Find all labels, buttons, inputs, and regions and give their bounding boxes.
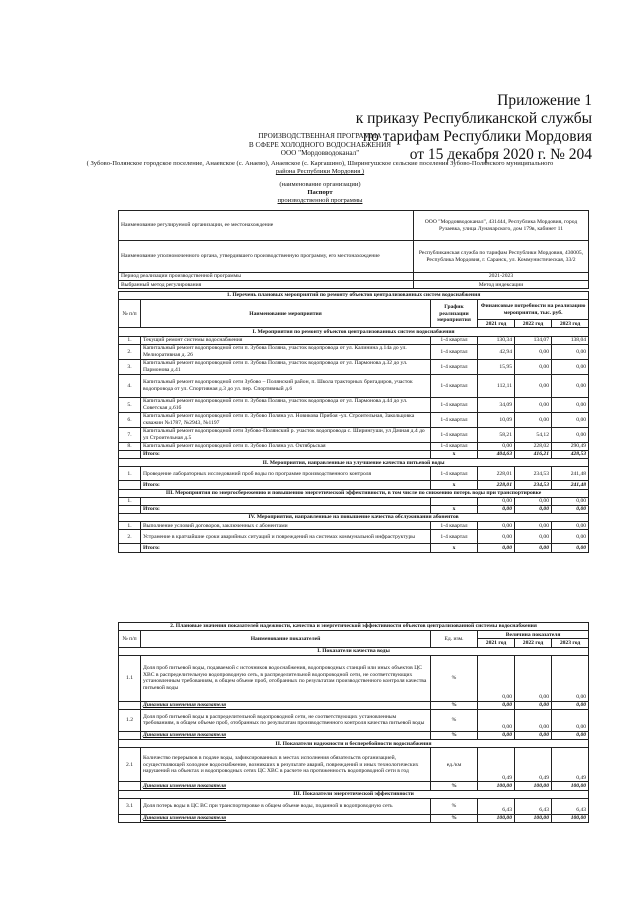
total-value: 416,21 <box>515 450 552 458</box>
cell-schedule <box>431 497 478 505</box>
col-num: № п/п <box>119 631 141 647</box>
section1-header-row <box>119 300 589 320</box>
cell-name: Капитальный ремонт водопроводной сети п. Зубово Поляна ул. Октябрьская <box>141 442 431 450</box>
dynamics-unit: % <box>431 782 478 790</box>
cell-value: 0,00 <box>515 655 552 701</box>
cell-num: 2.1 <box>119 748 141 782</box>
col-unit: Ед. изм. <box>431 631 478 647</box>
cell-value: 241,48 <box>552 467 589 481</box>
dynamics-unit: % <box>431 814 478 822</box>
dynamics-row <box>119 731 589 739</box>
cell-num: 8. <box>119 442 141 450</box>
appendix-line3: по тарифам Республики Мордовия <box>362 128 592 145</box>
col-year-2021: 2021 год <box>478 639 515 647</box>
cell-name: Доля потерь воды в ЦС ВС при транспортировке в общем объеме воды, поданной в водопроводную сеть <box>141 798 431 814</box>
passport-label: Выбранный метод регулирования <box>119 281 414 289</box>
dynamics-unit: % <box>431 731 478 739</box>
table-row <box>119 442 589 450</box>
cell-unit: ед./км <box>431 748 478 782</box>
cell-value: 0,00 <box>515 397 552 412</box>
dynamics-value: 100,00 <box>478 814 515 822</box>
group-title: IV. Мероприятия, направленные на повышение качества обслуживания абонентов <box>119 514 589 522</box>
total-value: 428,53 <box>552 450 589 458</box>
cell-name: Капитальный ремонт водопроводной сети п. Зубово Поляна ул. Новикова Прибоя -ул. Строительная, Закольцовка скважин №1787, №2943, №1197 <box>141 412 431 427</box>
dynamics-value: 100,00 <box>552 814 589 822</box>
cell-num: 1. <box>119 497 141 505</box>
cell-value: 0,00 <box>515 412 552 427</box>
cell-value: 138,04 <box>552 336 589 344</box>
total-row <box>119 544 589 552</box>
passport-heading <box>0 181 640 205</box>
cell-value: 0,00 <box>552 344 589 359</box>
table-row <box>119 467 589 481</box>
passport-title: Паспорт <box>307 189 333 196</box>
group-row <box>119 647 589 655</box>
group-row <box>119 514 589 522</box>
org-caption: (наименование организации) <box>279 181 361 188</box>
cell-name: Проведение лабораторных исследований проб воды по программе производственного контроля <box>141 467 431 481</box>
dynamics-label: Динамика изменения показателя <box>141 731 431 739</box>
group-row <box>119 740 589 748</box>
table-row <box>119 655 589 701</box>
dynamics-row <box>119 814 589 822</box>
section1-title: 1. Перечень плановых мероприятий по ремонту объектов централизованных систем водоснабжения <box>119 292 589 300</box>
group-row <box>119 489 589 497</box>
passport-label: Наименование регулируемой организации, ее местонахождение <box>119 211 414 241</box>
table-row <box>119 374 589 397</box>
cell-value: 58,21 <box>478 427 515 442</box>
cell-num: 7. <box>119 427 141 442</box>
cell-value: 0,49 <box>478 748 515 782</box>
cell-schedule: 1-4 квартал <box>431 412 478 427</box>
group-row <box>119 328 589 336</box>
group-title: II. Мероприятия, направленные на улучшение качества питьевой воды <box>119 459 589 467</box>
cell-value: 134,07 <box>515 336 552 344</box>
cell-name: Текущий ремонт системы водоснабжения <box>141 336 431 344</box>
dynamics-row <box>119 701 589 709</box>
cell-schedule: 1-4 квартал <box>431 344 478 359</box>
total-schedule: x <box>431 505 478 513</box>
cell-unit: % <box>431 655 478 701</box>
table-row <box>119 709 589 731</box>
cell-value: 6,43 <box>478 798 515 814</box>
total-label: Итого: <box>141 544 431 552</box>
cell-value: 0,00 <box>478 709 515 731</box>
cell-schedule: 1-4 квартал <box>431 427 478 442</box>
col-value: Величина показателя <box>478 631 589 639</box>
cell-value: 112,11 <box>478 374 515 397</box>
cell-schedule: 1-4 квартал <box>431 336 478 344</box>
col-year-2021: 2021 год <box>478 320 515 328</box>
cell-value: 0,00 <box>552 530 589 544</box>
table-row <box>119 522 589 530</box>
cell-value: 0,00 <box>552 374 589 397</box>
total-value: 234,53 <box>515 481 552 489</box>
dynamics-label: Динамика изменения показателя <box>141 814 431 822</box>
cell-name: Капитальный ремонт водопроводной сети п. Зубова Поляна, участок водопровода от ул. Калинина д.14а до ул. Мелиоративная д. 26 <box>141 344 431 359</box>
col-name: Наименование мероприятия <box>141 300 431 328</box>
dynamics-value: 0,00 <box>478 731 515 739</box>
cell-unit: % <box>431 798 478 814</box>
dynamics-value: 100,00 <box>515 782 552 790</box>
passport-table <box>118 210 589 289</box>
total-value: 404,63 <box>478 450 515 458</box>
total-schedule: x <box>431 450 478 458</box>
cell-num: 1. <box>119 336 141 344</box>
cell-value: 0,00 <box>515 709 552 731</box>
total-value: 0,00 <box>478 544 515 552</box>
passport-value: Метод индексации <box>414 281 589 289</box>
section1-title-row <box>119 292 589 300</box>
cell-name: Выполнение условий договоров, заключенных с абонентами <box>141 522 431 530</box>
cell-value: 42,94 <box>478 344 515 359</box>
cell-value: 130,34 <box>478 336 515 344</box>
passport-value: ООО "Мордовводоканал", 431444, Республика Мордовия, город Рузаевка, улица Луначарского, дом 179в, кабинет 11 <box>414 211 589 241</box>
cell-unit: % <box>431 709 478 731</box>
cell-name <box>141 497 431 505</box>
cell-name: Количество перерывов в подаче воды, зафиксированных в местах исполнения обязательств организацией, осуществляющей холодное водоснабжение, возникших в результате аварий, повреждений и иных технологических нарушений на объектах и водопроводных сетях ЦС ХВС в расчете на протяженность водопроводной сети в год <box>141 748 431 782</box>
cell-schedule: 1-4 квартал <box>431 530 478 544</box>
appendix-line1: Приложение 1 <box>497 92 592 109</box>
cell-value: 0,49 <box>515 748 552 782</box>
total-value: 0,00 <box>515 544 552 552</box>
col-name: Наименование показателей <box>141 631 431 647</box>
cell-schedule: 1-4 квартал <box>431 374 478 397</box>
dynamics-unit: % <box>431 701 478 709</box>
cell-value: 0,00 <box>515 359 552 374</box>
cell-num: 1. <box>119 522 141 530</box>
appendix-line4: от 15 декабря 2020 г. № 204 <box>409 146 592 163</box>
cell-num: 1.1 <box>119 655 141 701</box>
group-title: I. Мероприятия по ремонту объектов централизованных систем водоснабжения <box>119 328 589 336</box>
cell-value: 0,00 <box>552 709 589 731</box>
section2-header-row <box>119 631 589 639</box>
passport-row <box>119 281 589 289</box>
cell-schedule: 1-4 квартал <box>431 442 478 450</box>
cell-value: 0,00 <box>515 522 552 530</box>
table-row <box>119 412 589 427</box>
section2-table <box>118 622 589 823</box>
cell-value: 0,00 <box>515 530 552 544</box>
col-finance: Финансовые потребности на реализацию мероприятия, тыс. руб. <box>478 300 589 320</box>
passport-label: Наименование уполномоченного органа, утвердившего производственную программу, его местонахождение <box>119 241 414 273</box>
cell-value: 6,43 <box>515 798 552 814</box>
cell-num: 6. <box>119 412 141 427</box>
table-row <box>119 397 589 412</box>
scope-line2: района Республики Мордовия ) <box>275 168 365 175</box>
col-year-2023: 2023 год <box>552 320 589 328</box>
passport-row <box>119 241 589 273</box>
cell-value: 0,00 <box>552 522 589 530</box>
total-label: Итого: <box>141 450 431 458</box>
table-row <box>119 344 589 359</box>
cell-num: 3.1 <box>119 798 141 814</box>
cell-name: Капитальный ремонт водопроводной сети Зубово-Полянский р. участок водопровода с. Ширингуши, ул Дачная д.4 до ул Строительная д.5 <box>141 427 431 442</box>
cell-value: 0,00 <box>515 344 552 359</box>
passport-value: Республиканская служба по тарифам Республики Мордовия, 430005, Республика Мордовия, г. Саранск, ул. Коммунистическая, 33/2 <box>414 241 589 273</box>
total-row <box>119 450 589 458</box>
cell-value: 0,00 <box>552 497 589 505</box>
cell-num: 1.2 <box>119 709 141 731</box>
dynamics-value: 0,00 <box>552 701 589 709</box>
dynamics-row <box>119 782 589 790</box>
group-title: III. Показатели энергетической эффективности <box>119 790 589 798</box>
cell-num: 1. <box>119 467 141 481</box>
group-title: I. Показатели качества воды <box>119 647 589 655</box>
group-title: II. Показатели надежности и бесперебойности водоснабжения <box>119 740 589 748</box>
section1-table <box>118 291 589 553</box>
dynamics-value: 100,00 <box>515 814 552 822</box>
total-row <box>119 481 589 489</box>
col-year-2022: 2022 год <box>515 320 552 328</box>
cell-num: 4. <box>119 374 141 397</box>
cell-value: 0,00 <box>552 397 589 412</box>
cell-num: 2. <box>119 344 141 359</box>
total-schedule: x <box>431 481 478 489</box>
cell-value: 0,00 <box>515 374 552 397</box>
passport-row <box>119 273 589 281</box>
total-schedule: x <box>431 544 478 552</box>
cell-value: 15,95 <box>478 359 515 374</box>
cell-name: Капитальный ремонт водопроводной сети Зубово – Полянский район, п. Школа тракторных бригадиров, участок водопровода от ул. Спортивная д.3 до ул. пер. Спортивный д.6 <box>141 374 431 397</box>
table-row <box>119 497 589 505</box>
total-value: 0,00 <box>515 505 552 513</box>
total-value: 228,01 <box>478 481 515 489</box>
dynamics-value: 100,00 <box>552 782 589 790</box>
cell-value: 6,43 <box>552 798 589 814</box>
table-row <box>119 530 589 544</box>
cell-schedule: 1-4 квартал <box>431 467 478 481</box>
cell-value: 0,00 <box>552 427 589 442</box>
dynamics-value: 100,00 <box>478 782 515 790</box>
cell-value: 0,00 <box>515 497 552 505</box>
dynamics-label: Динамика изменения показателя <box>141 782 431 790</box>
title-line3: ООО "Мордовводоканал" <box>280 149 360 157</box>
dynamics-value: 0,00 <box>515 731 552 739</box>
table-row <box>119 427 589 442</box>
group-row <box>119 459 589 467</box>
group-row <box>119 790 589 798</box>
cell-value: 0,00 <box>478 522 515 530</box>
total-value: 241,48 <box>552 481 589 489</box>
cell-num: 5. <box>119 397 141 412</box>
col-schedule: График реализации мероприятия <box>431 300 478 328</box>
cell-value: 0,00 <box>478 442 515 450</box>
cell-value: 0,00 <box>478 655 515 701</box>
cell-num: 3. <box>119 359 141 374</box>
cell-value: 0,00 <box>478 497 515 505</box>
dynamics-label: Динамика изменения показателя <box>141 701 431 709</box>
cell-value: 290,49 <box>552 442 589 450</box>
col-year-2023: 2023 год <box>552 639 589 647</box>
cell-value: 234,53 <box>515 467 552 481</box>
section2-title-row <box>119 623 589 631</box>
total-value: 0,00 <box>478 505 515 513</box>
cell-value: 54,12 <box>515 427 552 442</box>
total-label: Итого: <box>141 505 431 513</box>
cell-name: Капитальный ремонт водопроводной сети п. Зубова Поляна, участок водопровода от ул. Пармонова д.32 до ул. Пармонова д.41 <box>141 359 431 374</box>
cell-num: 2. <box>119 530 141 544</box>
table-row <box>119 798 589 814</box>
cell-value: 0,49 <box>552 748 589 782</box>
table-row <box>119 359 589 374</box>
cell-value: 0,00 <box>478 530 515 544</box>
total-value: 0,00 <box>552 505 589 513</box>
passport-label: Период реализации производственной программы <box>119 273 414 281</box>
cell-name: Устранение в кратчайшие сроки аварийных ситуаций и повреждений на системах коммунальной инфраструктуры <box>141 530 431 544</box>
cell-schedule: 1-4 квартал <box>431 397 478 412</box>
total-row <box>119 505 589 513</box>
cell-schedule: 1-4 квартал <box>431 359 478 374</box>
cell-value: 228,02 <box>515 442 552 450</box>
dynamics-value: 0,00 <box>478 701 515 709</box>
cell-value: 0,00 <box>552 359 589 374</box>
cell-value: 10,09 <box>478 412 515 427</box>
scope-line1: ( Зубово-Полянское городское поселение, Анаевское (с. Анаево), Анаевское (с. Каргашино), Ширингушское сельские поселения Зубово-Полянского муниципального <box>86 160 554 167</box>
passport-row <box>119 211 589 241</box>
cell-schedule: 1-4 квартал <box>431 522 478 530</box>
section2-title: 2. Плановые значения показателей надежности, качества и энергетической эффективности объектов централизованной системы водоснабжения <box>119 623 589 631</box>
dynamics-value: 0,00 <box>515 701 552 709</box>
total-label: Итого: <box>141 481 431 489</box>
passport-subtitle: производственной программы <box>277 197 363 204</box>
appendix-line2: к приказу Республиканской службы <box>355 110 592 127</box>
cell-name: Капитальный ремонт водопроводной сети п. Зубова Поляна, участок водопровода от ул. Пармонова д.44 до ул. Советская д.61б <box>141 397 431 412</box>
passport-value: 2021-2023 <box>414 273 589 281</box>
cell-value: 0,00 <box>552 412 589 427</box>
group-title: III. Мероприятия по энергосбережению и повышению энергетической эффективности, в том числе по снижению потерь воды при транспортировке <box>119 489 589 497</box>
cell-name: Доля проб питьевой воды в распределительной водопроводной сети, не соответствующих установленным требованиям, в общем объеме проб, отобранных по результатам производственного контроля качества питьевой воды <box>141 709 431 731</box>
table-row <box>119 336 589 344</box>
cell-value: 0,00 <box>552 655 589 701</box>
cell-value: 228,01 <box>478 467 515 481</box>
title-line1: ПРОИЗВОДСТВЕННАЯ ПРОГРАММА <box>258 132 382 140</box>
program-scope <box>0 160 640 176</box>
program-title <box>0 132 640 158</box>
total-value: 0,00 <box>552 544 589 552</box>
col-num: № п/п <box>119 300 141 328</box>
cell-value: 34,09 <box>478 397 515 412</box>
cell-name: Доля проб питьевой воды, подаваемой с источников водоснабжения, водопроводных станций или иных объектов ЦС ХВС в распределительную водопроводную сеть, в распределительной водопроводной сети, не соответствующих установленным требованиям, в общем объеме проб, отобранных по результатам производственного контроля качества питьевой воды <box>141 655 431 701</box>
col-year-2022: 2022 год <box>515 639 552 647</box>
dynamics-value: 0,00 <box>552 731 589 739</box>
table-row <box>119 748 589 782</box>
title-line2: В СФЕРЕ ХОЛОДНОГО ВОДОСНАБЖЕНИЯ <box>248 140 392 149</box>
